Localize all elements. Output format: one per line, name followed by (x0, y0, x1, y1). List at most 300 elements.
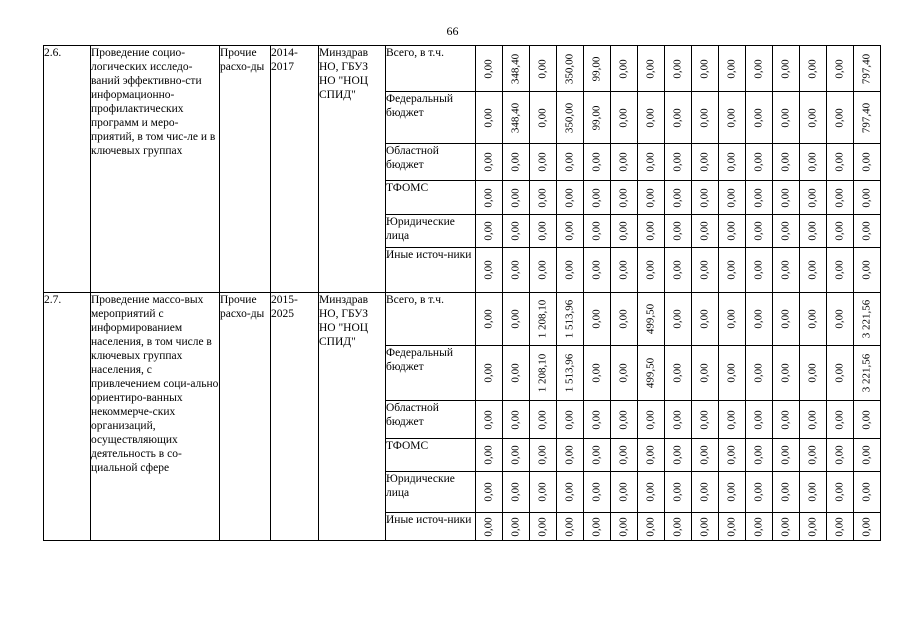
funding-value-cell (611, 144, 638, 181)
funding-value: 0,00 (806, 445, 819, 465)
funding-value-cell (530, 46, 557, 92)
funding-value-cell (719, 293, 746, 346)
activity-number: 2.6. (44, 46, 91, 293)
funding-value-cell (503, 439, 530, 472)
funding-value: 3 221,56 (860, 299, 873, 339)
funding-value: 797,40 (860, 53, 873, 84)
funding-value-cell (827, 46, 854, 92)
funding-value-cell (503, 513, 530, 541)
funding-value: 0,00 (644, 221, 657, 241)
funding-value-cell (800, 401, 827, 439)
funding-value: 99,00 (590, 105, 603, 130)
funding-value: 0,00 (860, 221, 873, 241)
funding-value-cell (638, 92, 665, 144)
funding-value: 0,00 (806, 363, 819, 383)
funding-value: 0,00 (833, 221, 846, 241)
funding-value-cell (584, 181, 611, 215)
funding-value: 0,00 (509, 445, 522, 465)
funding-value-cell (827, 346, 854, 401)
funding-value-cell (557, 293, 584, 346)
funding-value: 0,00 (671, 260, 684, 280)
funding-value-cell (584, 439, 611, 472)
funding-value-cell (692, 46, 719, 92)
funding-value-cell (530, 215, 557, 248)
funding-value: 0,00 (725, 445, 738, 465)
funding-value: 0,00 (563, 152, 576, 172)
funding-value-cell (557, 181, 584, 215)
funding-value: 0,00 (482, 221, 495, 241)
funding-value: 1 513,96 (563, 299, 576, 339)
funding-value: 0,00 (509, 187, 522, 208)
funding-value: 0,00 (725, 187, 738, 208)
funding-value: 0,00 (482, 58, 495, 79)
funding-value-cell (557, 513, 584, 541)
funding-value-cell (638, 248, 665, 293)
funding-value: 0,00 (617, 58, 630, 79)
funding-value: 0,00 (536, 152, 549, 172)
activity-period: 2015-2025 (271, 293, 319, 541)
funding-value: 0,00 (617, 152, 630, 172)
funding-value: 0,00 (536, 107, 549, 128)
funding-value-cell (773, 439, 800, 472)
funding-value-cell (746, 293, 773, 346)
funding-value: 0,00 (806, 309, 819, 329)
funding-value: 0,00 (563, 260, 576, 280)
funding-value: 0,00 (563, 482, 576, 502)
funding-value: 0,00 (671, 445, 684, 465)
funding-value-cell (854, 181, 881, 215)
funding-value: 0,00 (860, 482, 873, 502)
funding-value-cell (638, 46, 665, 92)
funding-value: 0,00 (698, 363, 711, 383)
funding-value: 0,00 (671, 107, 684, 128)
funding-value-cell (638, 401, 665, 439)
funding-value-cell (611, 46, 638, 92)
funding-source: Всего, в т.ч. (386, 46, 476, 92)
funding-value-cell (719, 92, 746, 144)
funding-value: 0,00 (482, 363, 495, 383)
funding-value-cell (557, 346, 584, 401)
funding-value: 350,00 (563, 102, 576, 133)
funding-value-cell (827, 401, 854, 439)
funding-value-cell (746, 248, 773, 293)
funding-value: 0,00 (509, 221, 522, 241)
funding-value-cell (800, 92, 827, 144)
funding-value: 0,00 (833, 482, 846, 502)
funding-value-cell (611, 346, 638, 401)
funding-value-cell (503, 401, 530, 439)
funding-value: 0,00 (833, 187, 846, 208)
funding-value-cell (827, 293, 854, 346)
funding-value-cell (557, 401, 584, 439)
funding-value: 0,00 (806, 221, 819, 241)
funding-value: 0,00 (482, 445, 495, 465)
funding-source: ТФОМС (386, 181, 476, 215)
funding-value-cell (719, 346, 746, 401)
funding-value-cell (773, 92, 800, 144)
funding-value: 0,00 (752, 482, 765, 502)
funding-value: 0,00 (536, 58, 549, 79)
funding-value-cell (746, 401, 773, 439)
funding-value: 0,00 (671, 516, 684, 537)
funding-value-cell (530, 92, 557, 144)
funding-value-cell (827, 92, 854, 144)
funding-value: 0,00 (482, 409, 495, 430)
funding-value-cell (476, 439, 503, 472)
funding-value: 1 513,96 (563, 353, 576, 393)
funding-value-cell (746, 92, 773, 144)
funding-value-cell (773, 346, 800, 401)
funding-value: 0,00 (698, 152, 711, 172)
funding-value: 0,00 (644, 107, 657, 128)
funding-value-cell (665, 181, 692, 215)
funding-value-cell (557, 144, 584, 181)
funding-value-cell (611, 472, 638, 513)
funding-value: 0,00 (482, 309, 495, 329)
funding-value: 3 221,56 (860, 353, 873, 393)
funding-value-cell (719, 248, 746, 293)
funding-value: 0,00 (617, 187, 630, 208)
funding-value: 0,00 (860, 445, 873, 465)
funding-value-cell (503, 293, 530, 346)
funding-value: 0,00 (698, 482, 711, 502)
funding-value-cell (584, 401, 611, 439)
funding-value: 0,00 (644, 58, 657, 79)
activity-period: 2014-2017 (271, 46, 319, 293)
funding-value: 0,00 (617, 482, 630, 502)
funding-value: 0,00 (536, 187, 549, 208)
funding-value-cell (503, 144, 530, 181)
funding-value: 0,00 (698, 221, 711, 241)
funding-value: 0,00 (752, 409, 765, 430)
funding-value-cell (854, 215, 881, 248)
funding-value: 0,00 (752, 107, 765, 128)
funding-value-cell (557, 439, 584, 472)
funding-value: 0,00 (590, 409, 603, 430)
funding-value: 0,00 (779, 152, 792, 172)
funding-value: 0,00 (833, 409, 846, 430)
funding-value-cell (800, 248, 827, 293)
funding-value: 0,00 (752, 445, 765, 465)
expense-type: Прочие расхо-ды (220, 46, 271, 293)
funding-value-cell (692, 293, 719, 346)
activity-name: Проведение социо-логических исследо-ваний эффективно-сти информационно-профилактических программ и меро-приятий, в том чис-ле и в ключевых группах (91, 46, 220, 293)
funding-value: 0,00 (860, 516, 873, 537)
funding-value: 0,00 (725, 152, 738, 172)
funding-value: 0,00 (833, 309, 846, 329)
funding-value: 0,00 (590, 482, 603, 502)
funding-value-cell (692, 144, 719, 181)
funding-value: 0,00 (752, 260, 765, 280)
funding-value: 0,00 (590, 152, 603, 172)
funding-value-cell (557, 92, 584, 144)
funding-value-cell (800, 293, 827, 346)
funding-value-cell (584, 293, 611, 346)
funding-source: Иные источ-ники (386, 248, 476, 293)
funding-value-cell (719, 513, 746, 541)
page-number: 66 (446, 24, 459, 38)
funding-value-cell (665, 92, 692, 144)
funding-value-cell (746, 346, 773, 401)
funding-source: Федеральный бюджет (386, 346, 476, 401)
funding-value: 0,00 (617, 107, 630, 128)
funding-value-cell (476, 472, 503, 513)
funding-value-cell (638, 144, 665, 181)
funding-value: 350,00 (563, 53, 576, 84)
funding-value-cell (665, 472, 692, 513)
funding-value-cell (638, 472, 665, 513)
funding-value: 0,00 (806, 482, 819, 502)
funding-value-cell (719, 144, 746, 181)
funding-value: 0,00 (725, 409, 738, 430)
funding-value-cell (773, 293, 800, 346)
funding-value-cell (665, 401, 692, 439)
funding-value-cell (665, 144, 692, 181)
activity-executor: Минздрав НО, ГБУЗ НО "НОЦ СПИД" (319, 46, 386, 293)
funding-value-cell (800, 46, 827, 92)
funding-value: 0,00 (509, 482, 522, 502)
funding-value-cell (530, 401, 557, 439)
funding-value-cell (773, 181, 800, 215)
funding-value-cell (827, 181, 854, 215)
funding-value: 499,50 (644, 357, 657, 389)
funding-row (44, 46, 881, 92)
funding-value-cell (611, 92, 638, 144)
funding-value-cell (476, 513, 503, 541)
funding-value-cell (476, 248, 503, 293)
funding-source: Всего, в т.ч. (386, 293, 476, 346)
funding-value-cell (611, 513, 638, 541)
funding-value-cell (827, 215, 854, 248)
funding-value: 0,00 (833, 516, 846, 537)
funding-value: 0,00 (644, 445, 657, 465)
funding-value-cell (827, 513, 854, 541)
funding-value: 0,00 (779, 363, 792, 383)
funding-value-cell (854, 46, 881, 92)
funding-value: 0,00 (698, 107, 711, 128)
funding-value-cell (503, 248, 530, 293)
funding-value: 0,00 (590, 445, 603, 465)
funding-value-cell (692, 401, 719, 439)
funding-value-cell (584, 46, 611, 92)
funding-value: 0,00 (644, 187, 657, 208)
funding-value-cell (530, 439, 557, 472)
funding-value-cell (638, 215, 665, 248)
funding-value: 0,00 (617, 409, 630, 430)
funding-value-cell (476, 144, 503, 181)
funding-value-cell (692, 181, 719, 215)
funding-value: 0,00 (536, 482, 549, 502)
funding-value-cell (746, 439, 773, 472)
funding-value-cell (719, 472, 746, 513)
funding-value-cell (800, 144, 827, 181)
funding-value: 0,00 (644, 516, 657, 537)
funding-value: 0,00 (590, 260, 603, 280)
funding-value-cell (530, 144, 557, 181)
funding-source: ТФОМС (386, 439, 476, 472)
funding-value-cell (503, 46, 530, 92)
expense-type: Прочие расхо-ды (220, 293, 271, 541)
funding-value-cell (746, 46, 773, 92)
funding-value-cell (476, 346, 503, 401)
funding-value-cell (476, 215, 503, 248)
funding-value: 0,00 (860, 152, 873, 172)
funding-value: 0,00 (860, 260, 873, 280)
funding-value-cell (584, 472, 611, 513)
funding-value-cell (611, 181, 638, 215)
funding-source: Юридические лица (386, 215, 476, 248)
funding-value-cell (638, 181, 665, 215)
funding-value: 0,00 (779, 482, 792, 502)
funding-value: 0,00 (698, 187, 711, 208)
funding-value: 0,00 (482, 516, 495, 537)
funding-value: 0,00 (725, 482, 738, 502)
funding-value: 0,00 (671, 363, 684, 383)
funding-table (43, 45, 881, 541)
funding-value: 0,00 (563, 445, 576, 465)
funding-value-cell (719, 46, 746, 92)
funding-value: 0,00 (536, 260, 549, 280)
funding-value-cell (800, 346, 827, 401)
funding-source: Иные источ-ники (386, 513, 476, 541)
funding-value-cell (557, 472, 584, 513)
funding-value: 0,00 (617, 309, 630, 329)
funding-source: Областной бюджет (386, 401, 476, 439)
funding-value-cell (692, 248, 719, 293)
funding-value-cell (746, 215, 773, 248)
funding-value: 0,00 (509, 409, 522, 430)
funding-value: 0,00 (482, 107, 495, 128)
funding-value-cell (854, 92, 881, 144)
funding-value-cell (503, 346, 530, 401)
funding-value: 0,00 (671, 58, 684, 79)
funding-value-cell (665, 346, 692, 401)
funding-value-cell (773, 513, 800, 541)
funding-value: 0,00 (590, 309, 603, 329)
funding-value: 0,00 (779, 260, 792, 280)
funding-value-cell (584, 513, 611, 541)
funding-value-cell (530, 513, 557, 541)
funding-value-cell (476, 293, 503, 346)
funding-value-cell (503, 215, 530, 248)
funding-value: 0,00 (752, 58, 765, 79)
funding-value-cell (530, 181, 557, 215)
funding-value: 0,00 (644, 152, 657, 172)
funding-value-cell (692, 439, 719, 472)
funding-value: 0,00 (671, 309, 684, 329)
funding-value: 0,00 (671, 152, 684, 172)
funding-value: 0,00 (860, 187, 873, 208)
funding-value-cell (665, 439, 692, 472)
funding-value: 0,00 (509, 516, 522, 537)
funding-value: 0,00 (806, 516, 819, 537)
funding-value: 0,00 (752, 187, 765, 208)
funding-value: 0,00 (752, 363, 765, 383)
funding-value-cell (719, 401, 746, 439)
funding-value-cell (692, 346, 719, 401)
funding-value: 0,00 (725, 516, 738, 537)
funding-value: 348,40 (509, 53, 522, 84)
funding-value: 99,00 (590, 56, 603, 81)
funding-value-cell (476, 46, 503, 92)
funding-value-cell (584, 144, 611, 181)
funding-value: 0,00 (806, 409, 819, 430)
funding-value-cell (584, 215, 611, 248)
funding-value-cell (611, 248, 638, 293)
funding-value-cell (530, 293, 557, 346)
funding-value-cell (638, 346, 665, 401)
funding-value: 0,00 (671, 409, 684, 430)
funding-value: 0,00 (590, 516, 603, 537)
funding-value: 0,00 (698, 516, 711, 537)
funding-value: 0,00 (725, 260, 738, 280)
funding-value: 0,00 (617, 221, 630, 241)
funding-value-cell (719, 215, 746, 248)
funding-value-cell (503, 472, 530, 513)
funding-value-cell (530, 472, 557, 513)
funding-value: 0,00 (671, 187, 684, 208)
funding-value-cell (719, 439, 746, 472)
funding-value: 0,00 (617, 260, 630, 280)
funding-value: 0,00 (725, 221, 738, 241)
funding-value: 0,00 (482, 187, 495, 208)
funding-value: 0,00 (833, 107, 846, 128)
funding-value: 0,00 (752, 152, 765, 172)
funding-value-cell (827, 472, 854, 513)
funding-value-cell (773, 248, 800, 293)
funding-value: 0,00 (806, 187, 819, 208)
funding-value-cell (638, 513, 665, 541)
funding-value-cell (692, 92, 719, 144)
funding-value-cell (746, 472, 773, 513)
funding-value: 0,00 (752, 221, 765, 241)
funding-value: 0,00 (806, 107, 819, 128)
funding-value: 0,00 (833, 152, 846, 172)
funding-value: 0,00 (563, 516, 576, 537)
funding-value: 0,00 (779, 187, 792, 208)
funding-value: 0,00 (563, 221, 576, 241)
funding-value: 0,00 (752, 309, 765, 329)
funding-value: 0,00 (806, 58, 819, 79)
funding-value-cell (503, 92, 530, 144)
funding-value: 0,00 (509, 260, 522, 280)
funding-value-cell (476, 401, 503, 439)
funding-value-cell (665, 248, 692, 293)
funding-source: Федеральный бюджет (386, 92, 476, 144)
funding-row (44, 293, 881, 346)
funding-value: 0,00 (671, 482, 684, 502)
funding-value: 0,00 (482, 482, 495, 502)
funding-value-cell (854, 472, 881, 513)
funding-value: 0,00 (698, 445, 711, 465)
funding-value-cell (584, 92, 611, 144)
funding-value: 0,00 (779, 445, 792, 465)
funding-value: 0,00 (833, 58, 846, 79)
funding-value: 0,00 (833, 445, 846, 465)
funding-value-cell (584, 248, 611, 293)
funding-value: 0,00 (806, 152, 819, 172)
funding-value: 0,00 (698, 309, 711, 329)
funding-value-cell (854, 513, 881, 541)
funding-value-cell (530, 346, 557, 401)
funding-value-cell (827, 144, 854, 181)
funding-value-cell (800, 513, 827, 541)
funding-value-cell (638, 293, 665, 346)
funding-value: 0,00 (779, 221, 792, 241)
funding-value-cell (476, 92, 503, 144)
funding-value: 0,00 (617, 516, 630, 537)
funding-value-cell (800, 439, 827, 472)
